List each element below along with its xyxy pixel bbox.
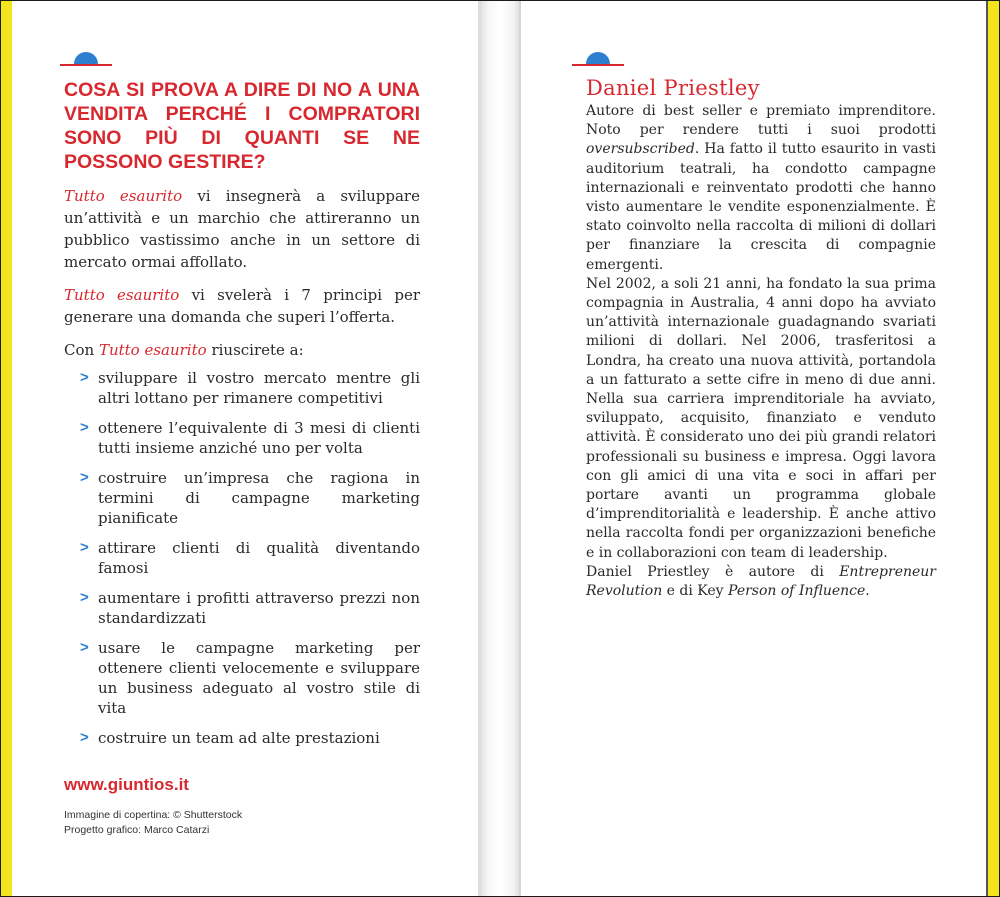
back-cover-left-column bbox=[64, 78, 420, 758]
list-item bbox=[64, 538, 420, 578]
image-credits bbox=[64, 808, 242, 838]
bio-paragraph-3 bbox=[586, 563, 936, 601]
ornament-rule bbox=[60, 64, 112, 66]
book-title: Tutto esaurito bbox=[64, 286, 180, 304]
intro-paragraph-2 bbox=[64, 284, 420, 328]
chevron-right-icon: > bbox=[80, 419, 89, 436]
list-item-text: attirare clienti di qualità diventando famosi bbox=[98, 539, 420, 577]
list-item-text: usare le campagne marketing per ottenere clienti velocemente e sviluppare un business adeguato al vostro stile di vita bbox=[98, 639, 420, 717]
cover-image-credit: Immagine di copertina: © Shutterstock bbox=[64, 809, 243, 821]
list-item bbox=[64, 728, 420, 748]
author-name: Daniel Priestley bbox=[586, 76, 760, 100]
dome-icon bbox=[74, 52, 98, 64]
chevron-right-icon: > bbox=[80, 589, 89, 606]
dome-ornament-left bbox=[60, 50, 112, 66]
paragraph-prefix: Con bbox=[64, 341, 99, 359]
book-title: Tutto esaurito bbox=[64, 187, 183, 205]
bio-paragraph-2: Nel 2002, a soli 21 anni, ha fondato la sua prima compagnia in Australia, 4 anni dopo ha avviato un’attività internazionale guadagnando svariati milioni di dollari. Nel 2006, trasferitosi a Londra, ha creato una nuova attività, portandola a un fatturato a sette cifre in meno di due anni. Nella sua carriera imprenditoriale ha avviato, sviluppato, acquisito, finanziato e venduto attività. È considerato uno dei più grandi relatori professionali su business e impresa. Oggi lavora con gli amici di una vita e soci in affari per portare avanti un programma globale d’imprenditorialità e leadership. È anche attivo nella raccolta fondi per organizzazioni benefiche e in collaborazioni con team di leadership. bbox=[586, 275, 936, 561]
list-item bbox=[64, 588, 420, 628]
book-title-emphasis: Entrepreneur Revolution bbox=[586, 563, 936, 600]
design-credit: Progetto grafico: Marco Catarzi bbox=[64, 824, 210, 836]
bio-text: Daniel Priestley è autore di bbox=[586, 563, 840, 580]
book-title-emphasis: Person of Influence bbox=[728, 583, 866, 600]
chevron-right-icon: > bbox=[80, 539, 89, 556]
bio-paragraph-1 bbox=[586, 102, 936, 275]
list-item-text: costruire un team ad alte prestazioni bbox=[98, 729, 380, 747]
bio-text: . bbox=[865, 583, 870, 600]
paragraph-text: vi insegnerà a sviluppare un’attività e un marchio che attireranno un pubblico vastissimo anche in un settore di mercato ormai affollato. bbox=[64, 187, 420, 271]
chevron-right-icon: > bbox=[80, 639, 89, 656]
list-item-text: aumentare i profitti attraverso prezzi non standardizzati bbox=[98, 589, 420, 627]
dome-icon bbox=[586, 52, 610, 64]
bio-text: . Ha fatto il tutto esaurito in vasti auditorium teatrali, ha condotto campagne internazionali e reinventato prodotti che hanno visto aumentare le vendite esponenzialmente. È stato coinvolto nella raccolta di milioni di dollari per finanziare la crescita di compagnie emergenti. bbox=[586, 141, 936, 273]
list-item bbox=[64, 368, 420, 408]
chevron-right-icon: > bbox=[80, 729, 89, 746]
paragraph-text: vi svelerà i 7 principi per generare una domanda che superi l’offerta. bbox=[64, 286, 420, 326]
bio-text: Autore di best seller e premiato imprenditore. Noto per rendere tutti i suoi prodotti bbox=[586, 103, 936, 139]
list-item bbox=[64, 468, 420, 528]
bio-text: e di Key bbox=[662, 583, 729, 600]
dome-ornament-right bbox=[572, 50, 624, 66]
publisher-url[interactable]: www.giuntios.it bbox=[64, 775, 189, 794]
headline: COSA SI PROVA A DIRE DI NO A UNA VENDITA PERCHÉ I COMPRATORI SONO PIÙ DI QUANTI SE NE POSSONO GESTIRE? bbox=[64, 79, 420, 173]
book-title: Tutto esaurito bbox=[98, 341, 207, 359]
bio-emphasis: oversubscribed bbox=[586, 141, 695, 158]
list-item-text: sviluppare il vostro mercato mentre gli altri lottano per rimanere competitivi bbox=[98, 369, 420, 407]
chevron-right-icon: > bbox=[80, 369, 89, 386]
list-item-text: ottenere l’equivalente di 3 mesi di clienti tutti insieme anziché uno per volta bbox=[98, 419, 420, 457]
benefits-list bbox=[64, 368, 420, 748]
list-item bbox=[64, 638, 420, 718]
list-item bbox=[64, 418, 420, 458]
ornament-rule bbox=[572, 64, 624, 66]
list-item-text: costruire un’impresa che ragiona in termini di campagne marketing pianificate bbox=[98, 469, 420, 527]
author-bio-column bbox=[586, 76, 936, 601]
intro-paragraph-3 bbox=[64, 339, 420, 361]
chevron-right-icon: > bbox=[80, 469, 89, 486]
intro-paragraph-1 bbox=[64, 185, 420, 273]
paragraph-text: riuscirete a: bbox=[206, 341, 304, 359]
